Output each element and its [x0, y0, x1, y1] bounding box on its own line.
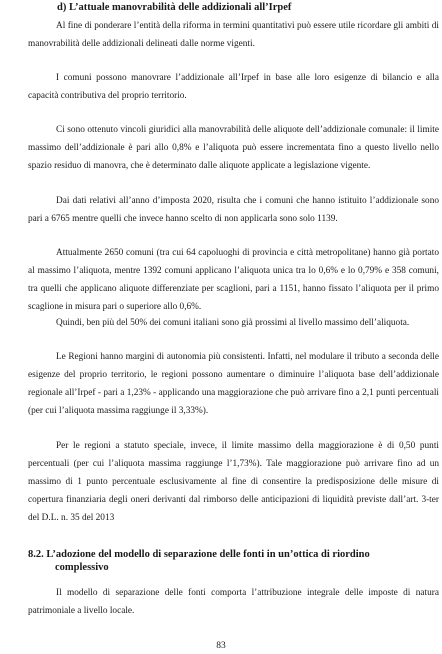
closing-paragraph: Il modello di separazione delle fonti comporta l’attribuzione integrale delle imposte di natura patrimoniale a livello locale.	[28, 588, 439, 616]
paragraph-3: Ci sono ottenuto vincoli giuridici alla manovrabilità delle aliquote dell’addizionale comunale: il limite massimo dell’addizionale è pari allo 0,8% e l’aliquota può essere incrementata fino a questo livello nello spazio residuo di manovra, che è determinato dalle aliquote applicate a legislazione vigente.	[28, 125, 439, 171]
paragraph-8: Per le regioni a statuto speciale, invece, il limite massimo della maggiorazione è di 0,50 punti percentuali (per cui l’aliquota massima raggiunge l’1,73%). Tale maggiorazione può arrivare fino ad un massimo di 1 punto percentuale esclusivamente al fine di consentire la predisposizione delle misure di copertura finanziaria degli oneri derivanti dal rimborso delle anticipazioni di liquidità previste dall’art. 3-ter del D.L. n. 35 del 2013	[28, 441, 439, 523]
section-title-line1: L’adozione del modello di separazione delle fonti in un’ottica di riordino	[46, 549, 370, 560]
section-title-line2: complessivo	[55, 562, 109, 573]
page-number: 83	[216, 641, 226, 651]
paragraph-7: Le Regioni hanno margini di autonomia più consistenti. Infatti, nel modulare il tributo a seconda delle esigenze del proprio territorio, le regioni possono aumentare o diminuire l’aliquota base dell’addizionale regionale all’Irpef - pari a 1,23% - applicando una maggiorazione che può arrivare fino a 2,1 punti percentuali (per cui l’aliquota massima raggiunge il 3,33%).	[28, 352, 439, 416]
section-number: 8.2.	[28, 549, 44, 560]
paragraph-2: I comuni possono manovrare l’addizionale all’Irpef in base alle loro esigenze di bilancio e alla capacità contributiva del proprio territorio.	[28, 73, 439, 101]
paragraph-1: Al fine di ponderare l’entità della riforma in termini quantitativi può essere utile ricordare gli ambiti di manovrabilità delle addizionali delineati dalle norme vigenti.	[28, 21, 439, 49]
paragraph-4: Dai dati relativi all’anno d’imposta 2020, risulta che i comuni che hanno istituito l’addizionale sono pari a 6765 mentre quelli che invece hanno scelto di non applicarla sono solo 1139.	[28, 196, 439, 224]
subsection-heading: d) L’attuale manovrabilità delle addizionali all’Irpef	[57, 2, 292, 13]
paragraph-6: Quindi, ben più del 50% dei comuni italiani sono già prossimi al livello massimo dell’aliquota.	[56, 318, 410, 328]
paragraph-5: Attualmente 2650 comuni (tra cui 64 capoluoghi di provincia e città metropolitane) hanno già portato al massimo l’aliquota, mentre 1392 comuni applicano l’aliquota unica tra lo 0,6% e lo 0,79% e 358 comuni, tra quelli che applicano aliquote differenziate per scaglioni, pari a 1151, hanno fissato l’aliquota per il primo scaglione in misura pari o superiore allo 0,6%.	[28, 248, 439, 312]
section-heading	[28, 548, 408, 574]
